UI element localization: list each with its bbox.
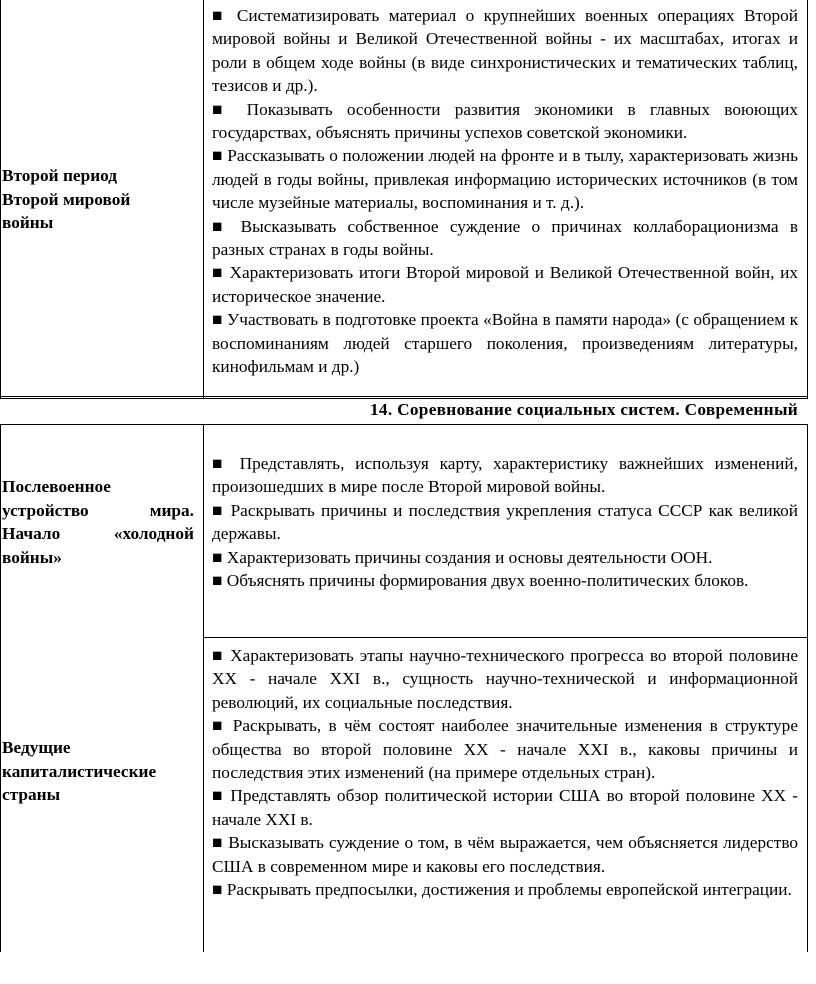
section-heading: 14. Соревнование социальных систем. Современный [369,400,798,419]
topic-cell: Послевоенное устройство мира. Начало «холодной войны» [2,477,194,567]
list-item: ■ Систематизировать материал о крупнейших военных операциях Второй мировой войны и Великой Отечественной войны - их масштабах, итогах и роли в общем ходе войны (в виде синхронистических и тематических таблиц, тезисов и др.). [212,4,798,98]
topic-cell: Ведущие капиталистические страны [2,738,157,804]
list-item: ■ Объяснять причины формирования двух военно-политических блоков. [212,569,798,592]
list-item: ■ Показывать особенности развития экономики в главных воюющих государствах, объяснять причины успехов советской экономики. [212,98,798,145]
list-item: ■ Характеризовать причины создания и основы деятельности ООН. [212,546,798,569]
column-divider-top [203,0,204,398]
list-item: ■ Высказывать собственное суждение о причинах коллаборационизма в разных странах в годы войны. [212,215,798,262]
list-item: ■ Рассказывать о положении людей на фронте и в тылу, характеризовать жизнь людей в годы войны, привлекая информацию исторических источников (в том числе музейные материалы, воспоминания и т. д.). [212,144,798,214]
list-item: ■ Раскрывать предпосылки, достижения и проблемы европейской интеграции. [212,878,798,901]
left-border-bottom [0,424,1,952]
list-item: ■ Участвовать в подготовке проекта «Война в памяти народа» (с обращением к воспоминаниям людей старшего поколения, произведениям литературы, кинофильмам и др.) [212,308,798,378]
right-border-bottom [807,424,808,952]
content-cell [212,4,798,379]
list-item: ■ Представлять, используя карту, характеристику важнейших изменений, произошедших в мире после Второй мировой войны. [212,452,798,499]
content-cell [212,452,798,592]
list-item: ■ Характеризовать итоги Второй мировой и Великой Отечественной войн, их историческое значение. [212,261,798,308]
list-item: ■ Характеризовать этапы научно-технического прогресса во второй половине XX - начале XXI в., сущность научно-технической и информационной революций, их социальные последствия. [212,644,798,714]
right-border-top [807,0,808,398]
column-divider-bottom [203,424,204,952]
list-item: ■ Высказывать суждение о том, в чём выражается, чем объясняется лидерство США в современном мире и каковы его последствия. [212,831,798,878]
list-item: ■ Раскрывать причины и последствия укрепления статуса СССР как великой державы. [212,499,798,546]
row-border-3 [203,637,808,638]
row-border-1 [0,396,808,397]
list-item: ■ Раскрывать, в чём состоят наиболее значительные изменения в структуре общества во второй половине XX - начале XXI в., каковы причины и последствия этих изменений (на примере отдельных стран). [212,714,798,784]
left-border-top [0,0,1,398]
topic-cell: Второй период Второй мировой войны [2,166,131,232]
content-cell [212,644,798,901]
list-item: ■ Представлять обзор политической истории США во второй половине XX - начале XXI в. [212,784,798,831]
row-border-2 [0,424,808,425]
